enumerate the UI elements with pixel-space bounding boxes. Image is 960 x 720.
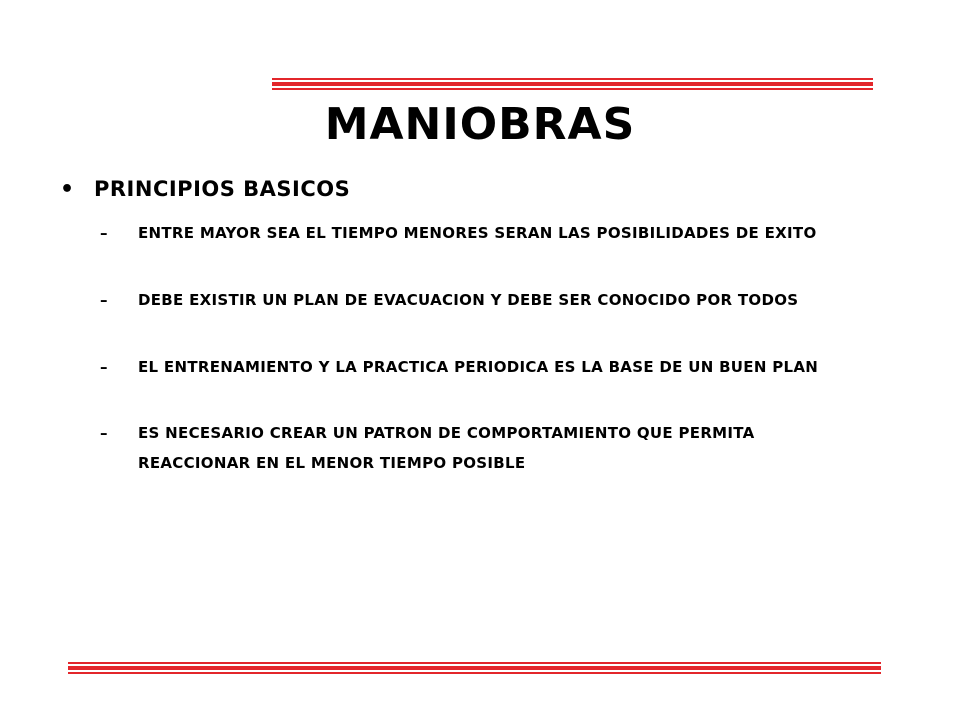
bottom-decorative-rule: [68, 662, 881, 675]
sub-item: [100, 285, 870, 315]
sub-item: [100, 218, 870, 248]
rule-line-thin-upper: [68, 662, 881, 664]
sub-item-text: ENTRE MAYOR SEA EL TIEMPO MENORES SERAN LAS POSIBILIDADES DE EXITO: [138, 224, 817, 242]
sub-item: [100, 352, 870, 382]
rule-line-thin-lower: [272, 88, 873, 90]
sub-item-text: DEBE EXISTIR UN PLAN DE EVACUACION Y DEBE SER CONOCIDO POR TODOS: [138, 291, 799, 309]
sub-item: [100, 418, 870, 478]
sub-item-text: EL ENTRENAMIENTO Y LA PRACTICA PERIODICA ES LA BASE DE UN BUEN PLAN: [138, 358, 819, 376]
rule-line-thin-upper: [272, 78, 873, 80]
bullet-item: [60, 173, 350, 205]
sub-item-text: ES NECESARIO CREAR UN PATRON DE COMPORTAMIENTO QUE PERMITA REACCIONAR EN EL MENOR TIEMPO POSIBLE: [138, 424, 755, 472]
bullet-dot: •: [60, 176, 75, 202]
top-decorative-rule: [272, 78, 873, 91]
sub-item-dash: –: [100, 224, 108, 242]
sub-item-dash: –: [100, 291, 108, 309]
rule-line-thick: [272, 82, 873, 86]
slide-title: MANIOBRAS: [324, 99, 636, 150]
sub-item-dash: –: [100, 424, 108, 442]
sub-item-dash: –: [100, 358, 108, 376]
bullet-heading: PRINCIPIOS BASICOS: [94, 177, 351, 201]
rule-line-thick: [68, 666, 881, 670]
rule-line-thin-lower: [68, 672, 881, 674]
